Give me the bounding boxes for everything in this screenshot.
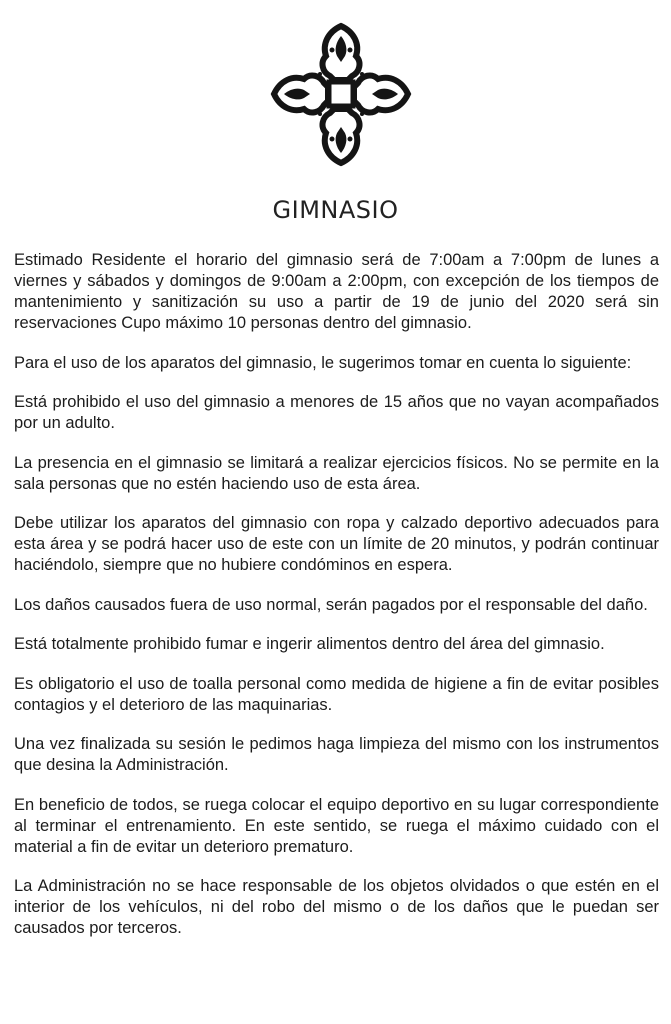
- paragraph-smoking-rule: Está totalmente prohibido fumar e ingerir alimentos dentro del área del gimnasio.: [14, 635, 605, 653]
- paragraph-schedule: Estimado Residente el horario del gimnasio será de 7:00am a 7:00pm de lunes a viernes y sábados y domingos de 9:00am a 2:00pm, con excepción de los tiempos de mantenimiento y sanitización su uso a partir de 19 de junio del 2020 será sin reservaciones Cupo máximo 10 personas dentro del gimnasio.: [14, 251, 659, 332]
- paragraph-liability-rule: La Administración no se hace responsable de los objetos olvidados o que estén en el interior de los vehículos, ni del robo del mismo o de los daños que le puedan ser causados por terceros.: [14, 877, 659, 937]
- paragraph-age-rule: Está prohibido el uso del gimnasio a menores de 15 años que no vayan acompañados por un adulto.: [14, 393, 659, 432]
- page-title: GIMNASIO: [272, 196, 399, 224]
- paragraph-presence-rule: La presencia en el gimnasio se limitará a realizar ejercicios físicos. No se permite en la sala personas que no estén haciendo uso de esta área.: [14, 453, 659, 493]
- notice-body: [14, 250, 659, 958]
- paragraph-storage-rule: En beneficio de todos, se ruega colocar el equipo deportivo en su lugar correspondiente al terminar el entrenamiento. En este sentido, se ruega el máximo cuidado con el material a fin de evitar un deterioro prematuro.: [14, 795, 659, 856]
- ornamental-logo: [270, 22, 412, 167]
- paragraph-intro-rules: Para el uso de los aparatos del gimnasio, le sugerimos tomar en cuenta lo siguiente:: [14, 353, 632, 372]
- paragraph-damage-rule: Los daños causados fuera de uso normal, serán pagados por el responsable del daño.: [14, 595, 648, 614]
- paragraph-equipment-rule: Debe utilizar los aparatos del gimnasio con ropa y calzado deportivo adecuados para esta área y se podrá hacer uso de este con un límite de 20 minutos, y podrán continuar haciéndolo, siempre que no hubiere condóminos en espera.: [14, 514, 659, 574]
- paragraph-towel-rule: Es obligatorio el uso de toalla personal como medida de higiene a fin de evitar posibles contagios y el deterioro de las maquinarias.: [14, 674, 659, 714]
- ornamental-quatrefoil-icon: [270, 22, 412, 167]
- paragraph-cleaning-rule: Una vez finalizada su sesión le pedimos haga limpieza del mismo con los instrumentos que desina la Administración.: [14, 735, 659, 774]
